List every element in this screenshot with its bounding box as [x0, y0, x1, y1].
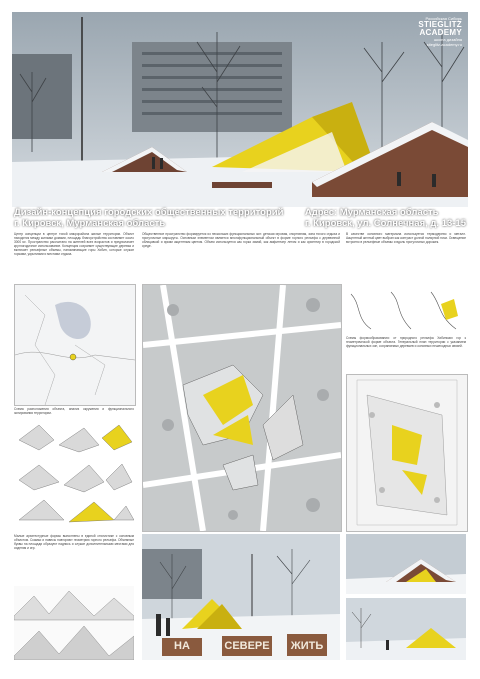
street-render: [142, 534, 340, 660]
side-render-top-illustration: [346, 534, 466, 594]
site-plan: [142, 284, 342, 532]
address: [305, 207, 466, 229]
letters-word-3: ЖИТЬ: [290, 640, 324, 652]
hero-illustration: [12, 12, 468, 207]
right-column-text: Схемы формообразования: от природного рельефа Хибинских гор к геометрической форме объекта. Генеральный план территории с указанием функциональных зон, сохраняемых деревьев и основных пешеходных связей.: [346, 336, 466, 348]
location-map: [14, 284, 136, 406]
page-title: [14, 207, 283, 229]
general-plan-illustration: [347, 375, 467, 531]
side-render-bottom: [346, 598, 466, 660]
mountain-sketches-illustration: [14, 586, 134, 660]
map-caption: Схема расположения объекта, анализ окружения и функционального зонирования территории.: [14, 407, 134, 415]
form-diagrams-illustration: [346, 284, 466, 334]
logo-line: школа дизайна: [433, 37, 462, 42]
title-line-2: г. Кировск, Мурманская область: [14, 218, 166, 229]
intro-text-left: Центр концепции в центре тихой микрорайона жилые территории. Объект находится между жилыми домами, площадь благоустройства составляет около 3000 м². Пространство рассчитано на жителей всех возрастов и предполагает круглогодичное использование. Концепция сохраняет существующие деревья и включает рельефные объемы, напоминающие горы Хибин, которые служат горками, укрытиями и местами отдыха.: [14, 232, 134, 256]
side-render-bottom-illustration: [346, 598, 466, 660]
academy-logo: [418, 16, 462, 47]
letters-installation: [162, 640, 332, 652]
mountain-sketches: [14, 586, 134, 660]
side-render-top: [346, 534, 466, 594]
intro-text-right: В качестве основного материала используется термодерево и металл. Акцентный желтый цвет выбран как контраст долгой полярной ночи. Освещение встроено в рельефные объемы и вдоль прогулочных дорожек.: [346, 232, 466, 244]
hero-render: [12, 12, 468, 207]
volume-diagrams: [14, 420, 134, 530]
address-line-1: Адрес: Мурманская область: [304, 207, 439, 218]
address-line-2: г. Кировск, ул. Солнечная, д. 13-15: [304, 218, 466, 229]
letters-word-2: СЕВЕРЕ: [224, 640, 270, 652]
logo-line: Российская Сибирь: [425, 16, 462, 21]
title-line-1: Дизайн-концепция городских общественных территорий: [14, 207, 284, 218]
intro-text-mid: Общественное пространство формируется из нескольких функциональных зон: детская игровая, спортивная, зона тихого отдыха и прогулочные маршруты. Основным элементом является многофункциональный объект в форме горного рельефа с деревянной облицовкой и ярким акцентным цветом. Объем используется как горка зимой, как амфитеатр летом и как ориентир в городской среде.: [142, 232, 340, 248]
form-diagrams: [346, 284, 466, 334]
map-illustration: [15, 285, 135, 405]
diagrams-illustration: [14, 420, 134, 530]
logo-url: stieglitz-academy.ru: [426, 42, 462, 47]
logo-name: STIEGLITZ: [418, 20, 462, 29]
site-plan-illustration: [143, 285, 341, 531]
general-plan: [346, 374, 468, 532]
bottom-left-text: Малые архитектурные формы выполнены в единой стилистике с основным объектом. Скамьи и навесы повторяют геометрию горного рельефа. Объемные буквы на площади образуют надпись и служат дополнительными местами для сидения и игр.: [14, 534, 134, 550]
logo-subname: ACADEMY: [419, 28, 462, 37]
letters-word-1: НА: [174, 640, 190, 652]
